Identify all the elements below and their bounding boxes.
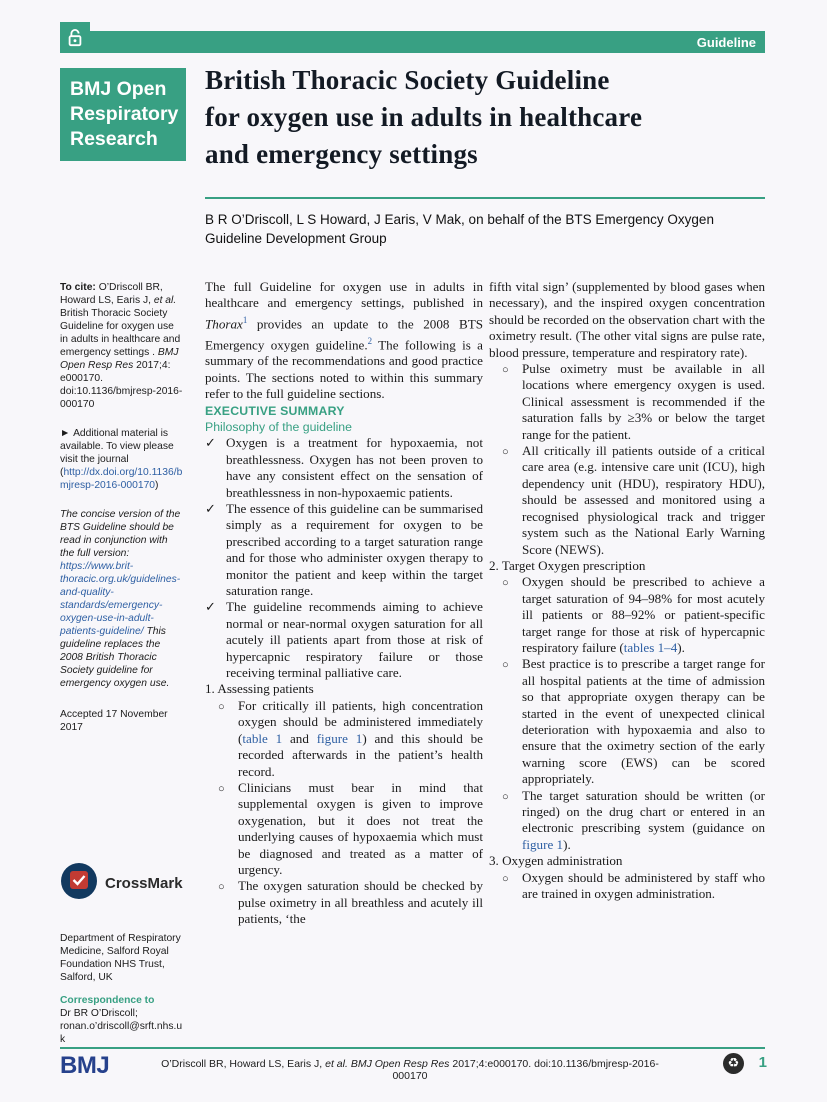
journal-logo-line: BMJ Open [70,78,167,100]
intro-paragraph: The full Guideline for oxygen use in adults in healthcare and emergency settings, published in Thorax$^1$ provides an update to the 2008 BTS Emergency oxygen guideline.$^2$ The following is a summary of the recommendations and good practice points. The sections noted to within this summary refer to the full guideline sections. [205,279,483,402]
bold-text: ► [60,428,74,439]
italic-text: BMJ Open Resp Res [350,1058,450,1070]
sidebar [60,281,183,1046]
list-item [205,780,483,878]
list-item [205,435,483,501]
journal-logo-line: Research [70,128,158,150]
section-heading-1: 1. Assessing patients [205,681,314,697]
list-item [489,788,765,854]
section-heading-2: 2. Target Oxygen prescription [489,557,646,573]
journal-logo-line: Respiratory [70,103,179,125]
list-item [205,501,483,599]
crossmark-label: CrossMark [105,874,183,892]
list-item-text: Oxygen should be administered by staff who are trained in oxygen administration. [522,869,765,902]
list-item-text: The essence of this guideline can be summarised simply as a requirement for oxygen to be prescribed according to a target saturation range and for those who administer oxygen therapy to monitor the patient and keep within the target saturation range. [226,501,483,599]
check-icon: ✓ [205,435,216,451]
circle-bullet-icon: ○ [502,364,509,377]
list-item-text: Best practice is to prescribe a target range for all hospital patients at the time of admission so that appropriate oxygen therapy can be started in the event of unexpected clinical deterioration with hypoxaemia and also to ensure that the oximetry section of the early warning score (EWS) can be scored appropriately. [522,656,765,787]
circle-bullet-icon: ○ [502,659,509,672]
list-item [489,574,765,656]
philosophy-heading: Philosophy of the guideline [205,419,352,434]
circle-bullet-icon: ○ [502,872,509,885]
correspondence-label: Correspondence to [60,995,155,1006]
circle-bullet-icon: ○ [502,577,509,590]
inline-link[interactable]: table 1 [242,730,283,746]
continuation-paragraph: fifth vital sign’ (supplemented by blood gases when necessary), and the inspired oxygen concentration should be recorded on the observation chart with the oximetry result. (The other vital signs are pulse rate, blood pressure, temperature and respiratory rate). [489,279,765,360]
inline-link[interactable]: https://www.brit-thoracic.org.uk/guidelines-and-quality-standards/emergency-oxygen-use-in-adult-patients-guideline/ [60,561,181,637]
footer-citation: O’Driscoll BR, Howard LS, Earis J, et al. BMJ Open Resp Res 2017;4:e000170. doi:10.1136/bmjresp-2016-000170 [161,1058,659,1082]
inline-link[interactable]: figure 1 [522,836,564,852]
accepted-date: Accepted 17 November 2017 [60,709,168,733]
correspondence-block [60,994,183,1046]
list-item [489,361,765,443]
article-type-badge: Guideline [696,34,756,50]
circle-bullet-icon: ○ [218,881,225,894]
inline-link[interactable]: http://dx.doi.org/10.1136/bmjresp-2016-000170 [60,467,183,491]
list-item [205,878,483,927]
circle-bullet-icon: ○ [502,790,509,803]
title-line: and emergency settings [205,139,478,169]
check-icon: ✓ [205,501,216,516]
crossmark-logo[interactable] [60,862,183,904]
journal-logo [60,68,186,161]
check-icon: ✓ [205,599,216,615]
list-item [489,443,765,558]
inline-link[interactable]: figure 1 [316,730,363,746]
bold-text: To cite: [60,282,99,293]
reference-link[interactable]: 1 [242,314,248,325]
article-title [205,62,770,173]
recycle-icon: ♻ [723,1053,744,1074]
reference-link[interactable]: 2 [367,335,373,346]
additional-material-note: ► Additional material is available. To view please visit the journal (http://dx.doi.org/10.1136/bmjresp-2016-000170) [60,428,183,491]
list-item-text: The guideline recommends aiming to achieve normal or near-normal oxygen saturation for all acutely ill patients apart from those at risk of hypercapnic respiratory failure or those receiving terminal palliative care. [226,599,483,681]
body-column-2 [489,279,765,902]
concise-version-note: The concise version of the BTS Guideline should be read in conjunction with the full version: https://www.brit-thoracic.org.uk/guidelines-and-quality-standards/emergency-oxygen-use-in-adult-patients-guideline/ This guideline replaces the 2008 British Thoracic Society guideline for emergency oxygen use. [60,509,181,689]
list-item [489,656,765,787]
list-item [205,698,483,780]
list-item-text: The target saturation should be written (or ringed) on the drug chart or entered in an electronic prescribing system (guidance on figure 1). [522,787,765,852]
circle-bullet-icon: ○ [218,782,225,795]
header-bar [60,31,765,53]
list-item-text: Clinicians must bear in mind that supplemental oxygen is given to improve oxygenation, but it does not treat the underlying causes of hypoxaemia which must be diagnosed and treated as a matter of urgency. [238,779,483,877]
circle-bullet-icon: ○ [218,700,225,713]
affiliation: Department of Respiratory Medicine, Salford Royal Foundation NHS Trust, Salford, UK [60,933,181,983]
open-access-icon [60,22,90,53]
list-item-text: For critically ill patients, high concentration oxygen should be administered immediately (table 1 and figure 1) and this should be recorded afterwards in the patient’s health record. [238,697,483,779]
italic-text: et al. [153,295,177,306]
list-item-text: Oxygen should be prescribed to achieve a target saturation of 94–98% for most acutely ill patients or 88–92% or patient-specific target range for those at risk of hypercapnic respiratory failure (tables 1–4). [522,574,765,655]
list-item-text: All critically ill patients outside of a critical care area (e.g. intensive care unit (ICU), high dependency unit (HDU), respiratory HDU), should be assessed and monitored using a recognised physiological track and trigger system such as the National Early Warning Score (NEWS). [522,443,765,557]
to-cite-note: To cite: O’Driscoll BR, Howard LS, Earis J, et al. British Thoracic Society Guideline for oxygen use in adults in healthcare and emergency settings . BMJ Open Resp Res 2017;4: e000170. doi:10.1136/bmjresp-2016-000170 [60,282,183,410]
executive-summary-heading: EXECUTIVE SUMMARY [205,403,345,418]
authors-line: B R O’Driscoll, L S Howard, J Earis, V Mak, on behalf of the BTS Emergency Oxygen Guideline Development Group [205,212,714,246]
body-column-1 [205,279,483,928]
list-item-text: Pulse oximetry must be available in all locations where emergency oxygen is used. Clinical assessment is recommended if the saturation falls by ≥3% or below the target range for the patient. [522,361,765,442]
correspondence-text: Dr BR O’Driscoll; ronan.o’driscoll@srft.nhs.uk [60,1008,183,1045]
title-line: for oxygen use in adults in healthcare [205,102,643,132]
inline-link[interactable]: tables 1–4 [623,639,678,655]
italic-text: et al. [325,1058,348,1070]
italic-text: BMJ Open Resp Res [60,347,179,371]
crossmark-icon [60,862,98,904]
italic-text: Thorax [205,316,243,332]
page-number: 1 [758,1054,767,1071]
section-heading-3: 3. Oxygen administration [489,853,623,869]
footer-rule [60,1047,765,1049]
title-line: British Thoracic Society Guideline [205,65,610,95]
list-item [205,599,483,681]
title-rule [205,197,765,199]
bmj-logo: BMJ [60,1052,110,1079]
circle-bullet-icon: ○ [502,446,509,459]
list-item [489,870,765,903]
list-item-text: Oxygen is a treatment for hypoxaemia, not breathlessness. Oxygen has not been proven to have any consistent effect on the sensation of breathlessness in non-hypoxaemic patients. [226,435,483,500]
list-item-text: The oxygen saturation should be checked by pulse oximetry in all breathless and acutely ill patients, ‘the [238,878,483,927]
